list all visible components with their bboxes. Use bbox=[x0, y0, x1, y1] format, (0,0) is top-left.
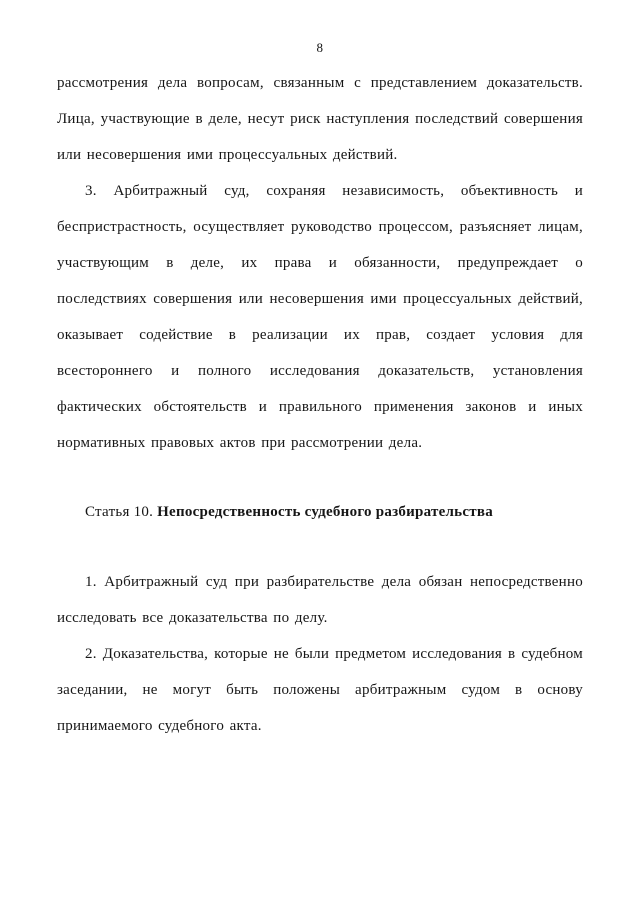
article-title: Непосредственность судебного разбирательства bbox=[157, 504, 493, 520]
article-heading bbox=[57, 494, 583, 530]
paragraph-item-2: 2. Доказательства, которые не были предметом исследования в судебном заседании, не могут быть положены арбитражным судом в основу принимаемого судебного акта. bbox=[57, 646, 583, 734]
paragraph-item-3: 3. Арбитражный суд, сохраняя независимость, объективность и беспристрастность, осуществляет руководство процессом, разъясняет лицам, участвующим в деле, их права и обязанности, предупреждает о последствиях совершения или несовершения ими процессуальных действий, оказывает содействие в реализации их прав, создает условия для всестороннего и полного исследования доказательств, установления фактических обстоятельств и правильного применения законов и иных нормативных правовых актов при рассмотрении дела. bbox=[57, 183, 583, 451]
paragraph-continuation: рассмотрения дела вопросам, связанным с представлением доказательств. Лица, участвующие в деле, несут риск наступления последствий совершения или несовершения ими процессуальных действий. bbox=[57, 75, 583, 163]
paragraph-item-1: 1. Арбитражный суд при разбирательстве дела обязан непосредственно исследовать все доказательства по делу. bbox=[57, 574, 583, 626]
page-number: 8 bbox=[316, 40, 324, 55]
article-number: Статья 10. bbox=[85, 504, 158, 520]
